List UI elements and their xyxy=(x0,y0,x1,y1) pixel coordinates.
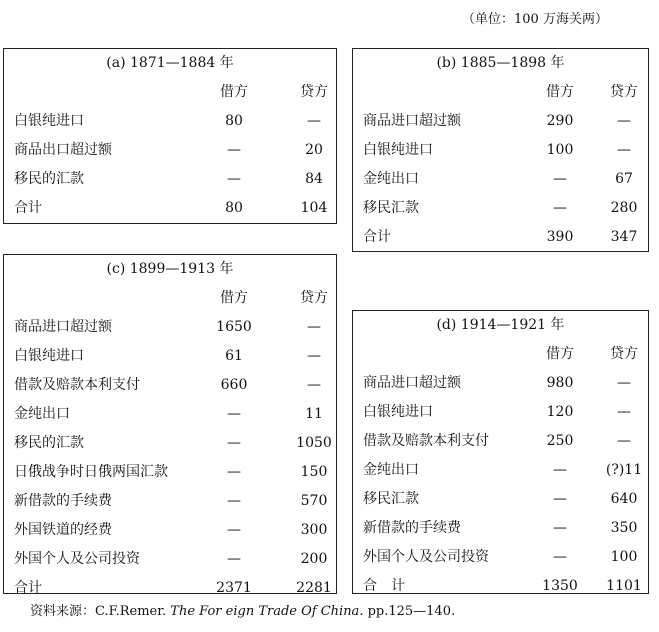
debit-value: 1650 xyxy=(216,319,252,335)
credit-header: 贷方 xyxy=(610,346,638,362)
table-row xyxy=(353,427,648,456)
row-label: 移民汇款 xyxy=(363,200,419,216)
source-suffix: . pp.125—140. xyxy=(359,604,456,619)
credit-value: 150 xyxy=(300,464,328,480)
debit-value: — xyxy=(553,462,567,478)
panel-title: (c) 1899—1913 年 xyxy=(106,261,234,277)
credit-value: — xyxy=(617,142,631,158)
debit-value: 100 xyxy=(546,142,574,158)
debit-value: — xyxy=(553,200,567,216)
source-citation xyxy=(30,600,455,619)
debit-header: 借方 xyxy=(220,290,248,306)
credit-value: — xyxy=(307,113,321,129)
debit-header: 借方 xyxy=(546,346,574,362)
row-label: 外国个人及公司投资 xyxy=(363,549,489,565)
row-label: 商品出口超过额 xyxy=(14,142,112,158)
credit-value: 11 xyxy=(305,406,323,422)
row-label: 新借款的手续费 xyxy=(363,520,461,536)
row-label: 合计 xyxy=(14,580,42,596)
credit-value: — xyxy=(307,348,321,364)
table-row xyxy=(353,456,648,485)
row-label: 合 计 xyxy=(363,578,405,594)
table-row xyxy=(4,487,336,516)
debit-value: — xyxy=(227,171,241,187)
row-label: 新借款的手续费 xyxy=(14,493,112,509)
credit-header: 贷方 xyxy=(300,290,328,306)
credit-value: — xyxy=(617,113,631,129)
debit-value: 61 xyxy=(225,348,243,364)
credit-value: 347 xyxy=(610,229,638,245)
total-row xyxy=(353,223,648,252)
debit-header: 借方 xyxy=(220,84,248,100)
debit-value: — xyxy=(227,464,241,480)
unit-note: （单位：100 万海关两） xyxy=(462,12,608,27)
debit-value: — xyxy=(227,493,241,509)
row-label: 金纯出口 xyxy=(14,406,70,422)
debit-value: 290 xyxy=(546,113,574,129)
debit-value: — xyxy=(553,549,567,565)
row-label: 商品进口超过额 xyxy=(14,319,112,335)
table-row xyxy=(353,485,648,514)
debit-value: 80 xyxy=(225,200,243,216)
table-row xyxy=(4,516,336,545)
row-label: 金纯出口 xyxy=(363,462,419,478)
row-label: 商品进口超过额 xyxy=(363,113,461,129)
panel-title: (a) 1871—1884 年 xyxy=(106,55,234,71)
credit-value: 200 xyxy=(300,551,328,567)
source-book-title: The For eign Trade Of China xyxy=(170,604,360,619)
panel-title: (d) 1914—1921 年 xyxy=(436,317,565,333)
panel-1885-1898 xyxy=(352,48,649,252)
panel-1914-1921 xyxy=(352,310,649,594)
debit-value: 250 xyxy=(546,433,574,449)
row-label: 白银纯进口 xyxy=(363,404,433,420)
credit-header: 贷方 xyxy=(300,84,328,100)
table-row xyxy=(4,429,336,458)
credit-value: 104 xyxy=(300,200,328,216)
row-label: 合计 xyxy=(363,229,391,245)
column-header-row xyxy=(4,284,336,313)
debit-value: — xyxy=(227,142,241,158)
credit-value: 350 xyxy=(610,520,638,536)
credit-value: 2281 xyxy=(296,580,332,596)
table-row xyxy=(4,342,336,371)
credit-value: — xyxy=(617,433,631,449)
panel-1871-1884 xyxy=(3,48,337,224)
table-row xyxy=(4,371,336,400)
debit-value: — xyxy=(227,522,241,538)
row-label: 金纯出口 xyxy=(363,171,419,187)
debit-header: 借方 xyxy=(546,84,574,100)
table-row xyxy=(4,107,336,136)
credit-value: — xyxy=(307,319,321,335)
table-row xyxy=(4,136,336,165)
credit-value: 570 xyxy=(300,493,328,509)
debit-value: — xyxy=(553,491,567,507)
credit-value: 84 xyxy=(305,171,323,187)
panel-1899-1913 xyxy=(3,254,337,594)
debit-value: 80 xyxy=(225,113,243,129)
column-header-row xyxy=(353,340,648,369)
debit-value: 1350 xyxy=(542,578,578,594)
panel-title: (b) 1885—1898 年 xyxy=(436,55,565,71)
column-header-row xyxy=(353,78,648,107)
row-label: 白银纯进口 xyxy=(14,348,84,364)
credit-value: — xyxy=(617,375,631,391)
table-row xyxy=(353,194,648,223)
credit-value: 1050 xyxy=(296,435,332,451)
credit-value: 100 xyxy=(610,549,638,565)
credit-value: 1101 xyxy=(606,578,642,594)
debit-value: — xyxy=(227,551,241,567)
table-row xyxy=(353,369,648,398)
total-row xyxy=(4,574,336,603)
table-row xyxy=(353,107,648,136)
row-label: 日俄战争时日俄两国汇款 xyxy=(14,464,168,480)
debit-value: 390 xyxy=(546,229,574,245)
debit-value: 2371 xyxy=(216,580,252,596)
row-label: 移民的汇款 xyxy=(14,435,84,451)
credit-value: 280 xyxy=(610,200,638,216)
credit-value: 67 xyxy=(615,171,633,187)
row-label: 外国个人及公司投资 xyxy=(14,551,140,567)
credit-value: 300 xyxy=(300,522,328,538)
credit-value: — xyxy=(307,377,321,393)
row-label: 外国铁道的经费 xyxy=(14,522,112,538)
table-row xyxy=(353,514,648,543)
credit-value: 20 xyxy=(305,142,323,158)
credit-header: 贷方 xyxy=(610,84,638,100)
table-row xyxy=(353,165,648,194)
total-row xyxy=(4,194,336,223)
row-label: 移民的汇款 xyxy=(14,171,84,187)
debit-value: — xyxy=(227,435,241,451)
table-row xyxy=(4,313,336,342)
debit-value: 120 xyxy=(546,404,574,420)
table-row xyxy=(4,165,336,194)
debit-value: — xyxy=(553,171,567,187)
table-row xyxy=(4,545,336,574)
row-label: 借款及赔款本利支付 xyxy=(14,377,140,393)
row-label: 移民汇款 xyxy=(363,491,419,507)
table-row xyxy=(353,136,648,165)
table-row xyxy=(353,398,648,427)
credit-value: — xyxy=(617,404,631,420)
debit-value: — xyxy=(553,520,567,536)
credit-value: (?)11 xyxy=(605,462,643,478)
debit-value: — xyxy=(227,406,241,422)
row-label: 借款及赔款本利支付 xyxy=(363,433,489,449)
table-row xyxy=(4,400,336,429)
debit-value: 660 xyxy=(220,377,248,393)
total-row xyxy=(353,572,648,601)
column-header-row xyxy=(4,78,336,107)
credit-value: 640 xyxy=(610,491,638,507)
table-row xyxy=(353,543,648,572)
source-prefix: 资料来源：C.F.Remer. xyxy=(30,604,171,619)
row-label: 白银纯进口 xyxy=(363,142,433,158)
table-row xyxy=(4,458,336,487)
row-label: 合计 xyxy=(14,200,42,216)
debit-value: 980 xyxy=(546,375,574,391)
row-label: 白银纯进口 xyxy=(14,113,84,129)
row-label: 商品进口超过额 xyxy=(363,375,461,391)
